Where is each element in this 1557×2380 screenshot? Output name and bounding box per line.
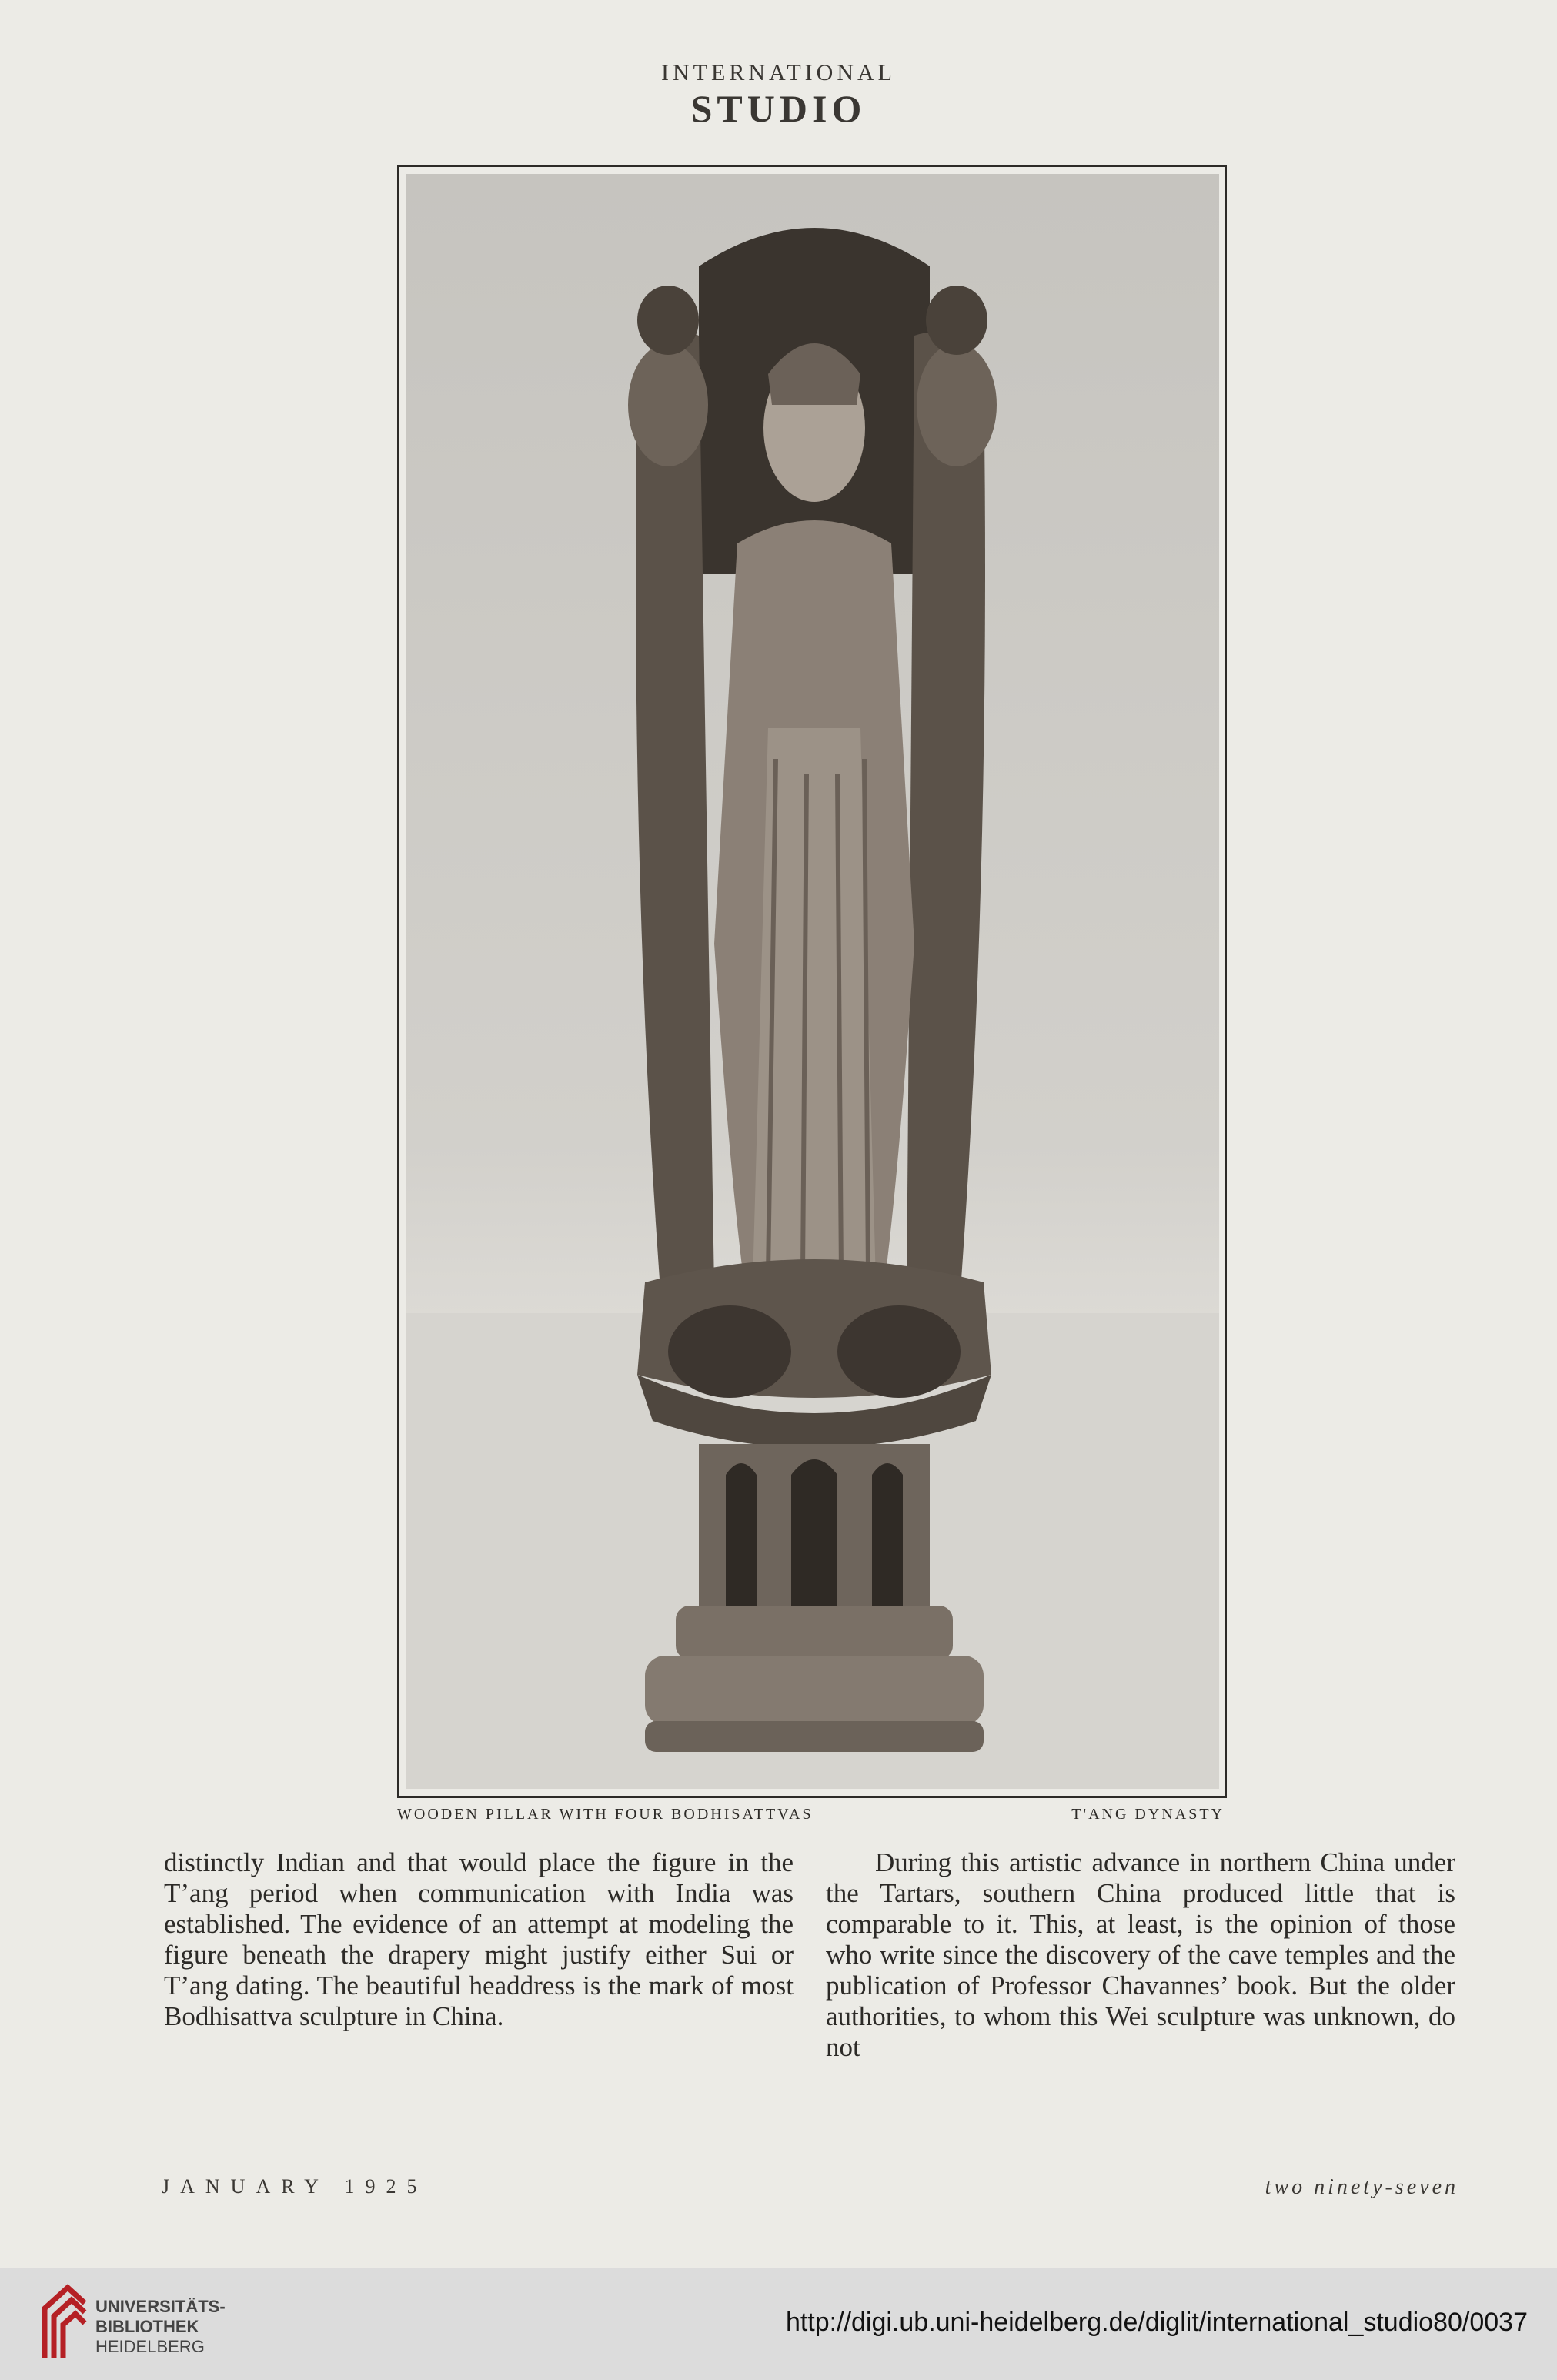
library-name-line3: HEIDELBERG: [95, 2337, 205, 2356]
library-name: [95, 2297, 226, 2357]
library-name-line2: BIBLIOTHEK: [95, 2317, 199, 2336]
paragraph-left: distinctly Indian and that would place the figure in the T’ang period when communication with India was established. The evidence of an attempt at modeling the figure beneath the drapery might justify either Sui or T’ang dating. The beautiful headdress is the mark of most Bodhisattva sculpture in China.: [164, 1847, 794, 2031]
source-url-link[interactable]: http://digi.ub.uni-heidelberg.de/diglit/international_studio80/0037: [785, 2308, 1528, 2337]
university-library-logo-icon: [37, 2281, 91, 2366]
paragraph-right: During this artistic advance in northern China under the Tartars, southern China produced little that is comparable to it. This, at least, is the opinion of those who write since the discovery of the cave temples and the publication of Professor Chavannes’ book. But the older authorities, to whom this Wei sculpture was unknown, do not: [826, 1847, 1455, 2062]
library-footer-bar: [0, 2268, 1557, 2380]
text-column-left: [164, 1847, 794, 2032]
library-name-line1: UNIVERSITÄTS-: [95, 2297, 226, 2316]
masthead-international: INTERNATIONAL: [661, 60, 896, 85]
plate-caption-title: WOODEN PILLAR WITH FOUR BODHISATTVAS: [397, 1806, 814, 1823]
masthead-studio: STUDIO: [690, 87, 867, 130]
issue-date: JANUARY 1925: [162, 2175, 428, 2198]
text-column-right: [826, 1847, 1455, 2063]
sculpture-photograph: [406, 174, 1219, 1789]
page-number: two ninety-seven: [1265, 2175, 1458, 2199]
plate-caption-dynasty: T'ANG DYNASTY: [1071, 1806, 1225, 1823]
